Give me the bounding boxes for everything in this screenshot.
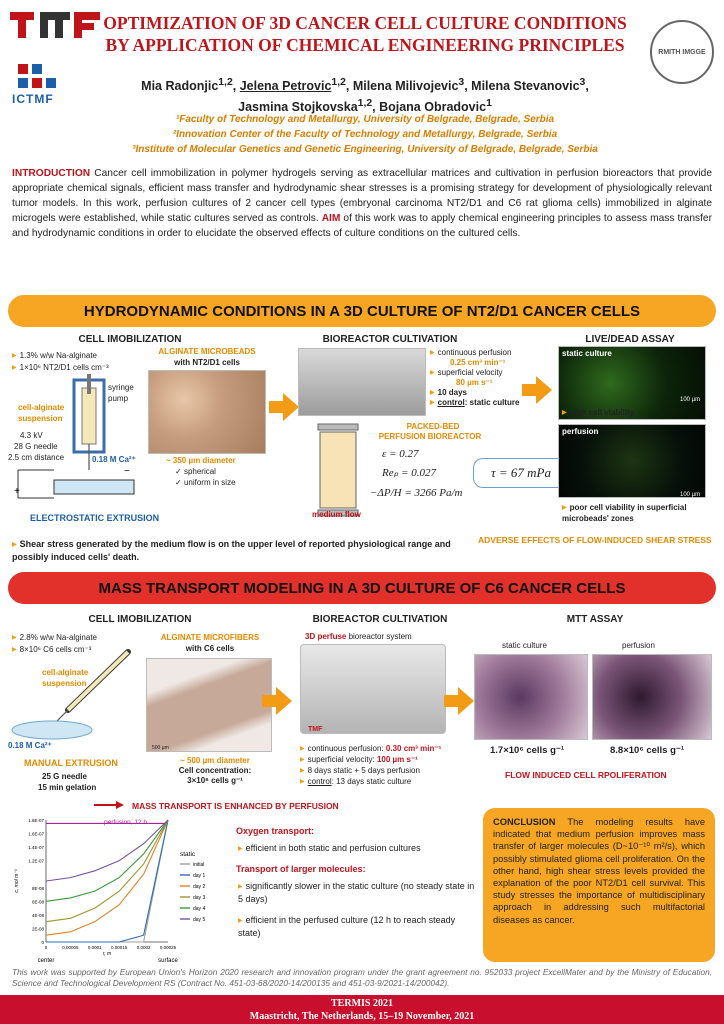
affiliation-1: ¹Faculty of Technology and Metallurgy, University of Belgrade, Belgrade, Serbia	[175, 114, 555, 125]
author-2-sup: 1,2	[331, 77, 346, 88]
seal-text: RMITH IMGGE	[658, 48, 706, 56]
s1-alginate-bullet: ▶ 1.3% w/w Na-alginate	[12, 351, 97, 362]
beads-subtitle: with NT2/D1 cells	[174, 358, 240, 367]
y-tick-label: 1.8E-07	[28, 818, 44, 823]
series-line-6	[46, 820, 168, 881]
mass-transport-arrow	[94, 801, 124, 809]
conclusion-box	[483, 808, 715, 962]
s2-perfusion-value: 0.30 cm³ min⁻¹	[385, 744, 442, 753]
intro-text-1: Cancer cell immobilization in polymer hydrogels serving as extracellular matrices and cultivation in perfusion bioreactors that provide appropriate chemical signals, efficient mass transfer and hydrodynamic shear stresses is a promising strategy for development of physiologically relevant tumor models. In this work, perfusion cultures of 2 cancer cell types (embryonal carcinoma NT2/D1 and C6 rat glioma cells) immobilized in alginate microgels were established, while static cultures served as controls.	[12, 168, 712, 224]
x-tick-label: 0.00005	[62, 945, 79, 950]
needle-label: 28 G needle	[14, 442, 58, 451]
large-molecules-static: ▶ significantly slower in the static culture (no steady state in 5 days)	[238, 880, 478, 905]
mtt-perfusion-label: perfusion	[622, 641, 655, 650]
s2-perfusion-label: continuous perfusion:	[307, 744, 386, 753]
chart-lines	[46, 820, 168, 942]
beads-spherical-text: spherical	[183, 467, 216, 476]
beads-uniform: ✓ uniform in size	[175, 478, 236, 487]
electrostatic-extrusion-label: ELECTROSTATIC EXTRUSION	[30, 513, 160, 523]
s2-calcium-label: 0.18 M Ca²⁺	[8, 741, 52, 750]
legend-title: static	[180, 851, 196, 858]
scale-bar-static: 100 µm	[680, 397, 701, 403]
author-list: Mia Radonjic$^{1,2}$, Jelena Petrovic$^{1,2}$, Milena Milivojevic$^3$, Milena Stevanovic$^3$, Jasmina Stojkovska$^{1,2}$, Bojana Obradovic$^1$	[141, 77, 589, 115]
packed-bed-title-1: PACKED-BED	[406, 422, 460, 431]
s1-velocity-bullet: ▶ superficial velocity	[430, 368, 503, 379]
svg-text:+: +	[14, 486, 20, 497]
beads-uniform-text: uniform in size	[183, 478, 236, 487]
oxygen-bullet: ▶ efficient in both static and perfusion cultures	[238, 843, 478, 855]
y-tick-label: 8E-08	[31, 885, 44, 891]
s2-arrow-1	[276, 687, 292, 715]
s1-control-text: : static culture	[464, 398, 520, 407]
s2-needle-label: 25 G needle	[42, 772, 87, 781]
x-tick-label: 0	[44, 945, 48, 950]
adverse-effects-label: ADVERSE EFFECTS OF FLOW-INDUCED SHEAR STRESS	[478, 535, 712, 545]
author-5: Jasmina Stojkovska	[238, 100, 358, 115]
s1-arrow-1	[283, 393, 299, 421]
concentration-label: Cell concentration:	[178, 766, 252, 775]
medium-flow-label: medium flow	[312, 510, 361, 519]
s2-col2-title: BIOREACTOR CULTIVATION	[312, 614, 448, 625]
shear-stress-value: τ = 67 mPa	[490, 465, 551, 480]
y-tick-label: 1.2E-07	[28, 858, 44, 864]
y-tick-label: 0	[41, 940, 44, 945]
shear-stress-box	[473, 458, 569, 488]
fibers-subtitle: with C6 cells	[185, 644, 235, 653]
large-molecules-perfusion: ▶ efficient in the perfused culture (12 h to reach steady state)	[238, 914, 478, 939]
author-3-sup: 3	[458, 77, 465, 88]
y-tick-label: 1.6E-07	[28, 831, 44, 837]
x-axis-label: r, m	[102, 951, 112, 957]
y-tick-label: 6E-08	[31, 899, 44, 905]
pressure-drop-equation: −ΔP/H = 3266 Pa/m	[370, 487, 463, 499]
s1-perfusion-bullet: ▶ continuous perfusion	[430, 348, 511, 359]
bioreactor-photo	[298, 348, 426, 416]
perfuse-system-label	[305, 632, 412, 643]
y-tick-label: 1.4E-07	[28, 845, 44, 851]
intro-keyword: INTRODUCTION	[12, 168, 91, 179]
author-3: Milena Milivojevic	[352, 79, 459, 94]
fibers-diameter: ~ 500 µm diameter	[180, 756, 250, 765]
section-2-banner: MASS TRANSPORT MODELING IN A 3D CULTURE OF C6 CANCER CELLS	[8, 572, 716, 604]
y-axis-label: c, mol m⁻³	[14, 869, 20, 893]
s1-col2-title: BIOREACTOR CULTIVATION	[322, 334, 458, 345]
s2-velocity-label: superficial velocity:	[307, 755, 377, 764]
porosity-equation: ε = 0.27	[382, 448, 419, 460]
syringe-pump-label: syringe pump	[108, 383, 134, 403]
packed-bed-title-2: PERFUSION BIOREACTOR	[378, 432, 482, 441]
s2-tmf-mark: TMF	[308, 726, 323, 733]
beads-title: ALGINATE MICROBEADS	[158, 347, 256, 356]
intro-text-2: of this work was to apply chemical engineering principles to assess mass transfer and hydrodynamic conditions in order to elucidate the observed effects of culture conditions on the cultured cells.	[12, 213, 712, 239]
s2-arrow-2	[458, 687, 474, 715]
gelation-label: 15 min gelation	[38, 783, 97, 792]
x-tick-label: 0.0002	[136, 945, 151, 950]
s2-col3-title: MTT ASSAY	[566, 614, 624, 625]
footer-bar	[0, 995, 724, 1024]
legend-entry-1: day 1	[193, 873, 206, 879]
s2-schedule-bullet: ▶ 8 days static + 5 days perfusion	[300, 766, 420, 777]
legend-entry-2: day 2	[193, 884, 206, 890]
s1-days-bullet: ▶ 10 days	[430, 388, 467, 399]
packed-bed-diagram	[310, 420, 366, 520]
surface-label: surface	[158, 958, 178, 964]
x-tick-label: 0.00015	[111, 945, 128, 950]
perfuse-system-name: 3D perfuse	[305, 632, 347, 641]
conclusion-text: The modeling results have indicated that medium perfusion improves mass transfer of larger molecules (D~10⁻¹⁰ m²/s), which possibly stimulated glioma cell proliferation. On the other hand, high shear stress levels provided the explanation of the poor NT2/D1 cell survival. This study stresses the importance of multidisciplinary approach in addressing such multifactorial diseases as cancer.	[493, 817, 705, 925]
tmf-logo	[10, 10, 102, 40]
affiliation-2: ²Innovation Center of the Faculty of Technology and Metallurgy, Belgrade, Serbia	[172, 129, 558, 140]
author-5-sup: 1,2	[357, 98, 373, 110]
section-1-banner: HYDRODYNAMIC CONDITIONS IN A 3D CULTURE OF NT2/D1 CANCER CELLS	[8, 295, 716, 327]
author-4: Milena Stevanovic	[471, 79, 580, 94]
perfuse-bioreactor-photo	[300, 644, 446, 734]
aim-keyword: AIM	[321, 213, 341, 224]
poster-title	[100, 12, 630, 56]
s1-velocity-value: 80 µm s⁻¹	[456, 378, 493, 387]
shear-stress-note: ▶ Shear stress generated by the medium flow is on the upper level of reported physiological range and possibly induced cells' death.	[12, 538, 452, 563]
institution-seal	[650, 20, 714, 84]
concentration-profile-chart	[8, 812, 230, 964]
voltage-label: 4.3 kV	[20, 431, 43, 440]
scale-bar-500: 500 µm	[152, 745, 169, 751]
legend-entry-0: initial	[193, 862, 205, 868]
author-6-sup: 1	[486, 98, 492, 110]
mass-transport-label: MASS TRANSPORT IS ENHANCED BY PERFUSION	[132, 801, 339, 811]
s1-suspension-label: cell-alginate suspension	[18, 403, 65, 423]
proliferation-label: FLOW INDUCED CELL RPOLIFERATION	[505, 770, 667, 780]
affiliation-3: ³Institute of Molecular Genetics and Genetic Engineering, University of Belgrade, Belgrade, Serbia	[132, 144, 598, 155]
x-tick-label: 0.0001	[87, 945, 102, 950]
s2-control-label: control	[307, 777, 332, 786]
footer-location: Maastricht, The Netherlands, 15–19 November, 2021	[249, 1011, 475, 1022]
legend-entry-3: day 3	[193, 895, 206, 901]
s1-control-bullet	[430, 398, 519, 409]
s2-alginate-bullet: ▶ 2.8% w/w Na-alginate	[12, 633, 97, 644]
y-tick-label: 2E-08	[31, 926, 44, 932]
author-4-sup: 3	[579, 77, 586, 88]
s2-control-bullet	[300, 777, 411, 788]
s1-col1-title: CELL IMOBILIZATION	[78, 334, 182, 345]
microbeads-micrograph	[148, 370, 266, 454]
s1-col3-title: LIVE/DEAD ASSAY	[585, 334, 675, 345]
mtt-static-micrograph	[474, 654, 588, 740]
poor-viability-label: ▶ poor cell viability in superficial microbeads' zones	[562, 503, 712, 524]
beads-spherical: ✓ spherical	[175, 467, 216, 476]
s1-calcium-label: 0.18 M Ca²⁺	[92, 455, 136, 464]
conclusion-keyword: CONCLUSION	[493, 817, 556, 827]
s1-static-label: static culture	[562, 349, 612, 358]
high-viability-label: ▶ high cell viability	[562, 408, 634, 419]
author-1-sup: 1,2	[218, 77, 233, 88]
y-tick-label: 4E-08	[31, 912, 44, 918]
author-2: Jelena Petrovic	[239, 79, 332, 94]
mtt-perfusion-count: 8.8×10⁶ cells g⁻¹	[610, 745, 685, 756]
legend-entry-4: day 4	[193, 906, 206, 912]
oxygen-title: Oxygen transport:	[236, 826, 315, 836]
s2-velocity-value: 100 µm s⁻¹	[376, 755, 418, 764]
title-line-2: BY APPLICATION OF CHEMICAL ENGINEERING PRINCIPLES	[105, 35, 625, 55]
mtt-perfusion-micrograph	[592, 654, 712, 740]
s1-arrow-2	[536, 376, 552, 404]
microfibers-micrograph	[146, 658, 272, 752]
s1-control-label: control	[437, 398, 465, 407]
s2-cells-bullet: ▶ 8×10⁶ C6 cells cm⁻³	[12, 645, 91, 656]
manual-extrusion-label: MANUAL EXTRUSION	[24, 758, 118, 768]
perfusion-series-label: perfusion, 12 h	[104, 819, 148, 826]
reynolds-equation: Reₚ = 0.027	[382, 467, 436, 479]
s2-suspension-label: cell-alginate suspension	[42, 668, 89, 688]
s1-cells-bullet: ▶ 1×10⁶ NT2/D1 cells cm⁻³	[12, 363, 109, 374]
beads-diameter: ~ 350 µm diameter	[166, 456, 236, 465]
manual-extrusion-diagram	[8, 648, 148, 744]
perfuse-system-text: bioreactor system	[346, 632, 412, 641]
ictmf-logo-text: ICTMF	[12, 92, 54, 106]
s1-perfusion-value: 0.25 cm³ min⁻¹	[450, 358, 506, 367]
title-line-1: OPTIMIZATION OF 3D CANCER CELL CULTURE CONDITIONS	[103, 13, 627, 33]
fibers-title: ALGINATE MICROFIBERS	[160, 633, 260, 642]
legend-entry-5: day 5	[193, 917, 206, 923]
acknowledgement: This work was supported by European Union's Horizon 2020 research and innovation program under the grant agreement no. 952033 project ExcellMater and by the Ministry of Education, Science and Technological Development RS (Contract No. 451-03-68/2020-14/200135 and 451-03-9/2021-14/200042).	[12, 967, 712, 988]
x-tick-label: 0.00025	[159, 945, 177, 950]
large-molecules-title: Transport of larger molecules:	[236, 864, 366, 874]
scale-bar-perfusion: 100 µm	[680, 492, 701, 498]
introduction-paragraph	[12, 166, 712, 241]
s2-velocity-bullet	[300, 755, 418, 766]
footer-conference: TERMIS 2021	[331, 998, 393, 1009]
center-label: center	[37, 958, 55, 964]
s2-perfusion-bullet	[300, 744, 441, 755]
mtt-static-count: 1.7×10⁶ cells g⁻¹	[490, 745, 565, 756]
mtt-static-label: static culture	[502, 641, 547, 650]
affiliations	[100, 112, 630, 157]
author-6: Bojana Obradovic	[379, 100, 487, 115]
s1-perfusion-label: perfusion	[562, 427, 599, 436]
author-1: Mia Radonjic	[141, 79, 219, 94]
concentration-value: 3×10⁶ cells g⁻¹	[187, 776, 243, 785]
distance-label: 2.5 cm distance	[8, 453, 65, 462]
s2-col1-title: CELL IMOBILIZATION	[88, 614, 192, 625]
svg-text:−: −	[124, 466, 130, 477]
s2-control-text: : 13 days static culture	[331, 777, 412, 786]
